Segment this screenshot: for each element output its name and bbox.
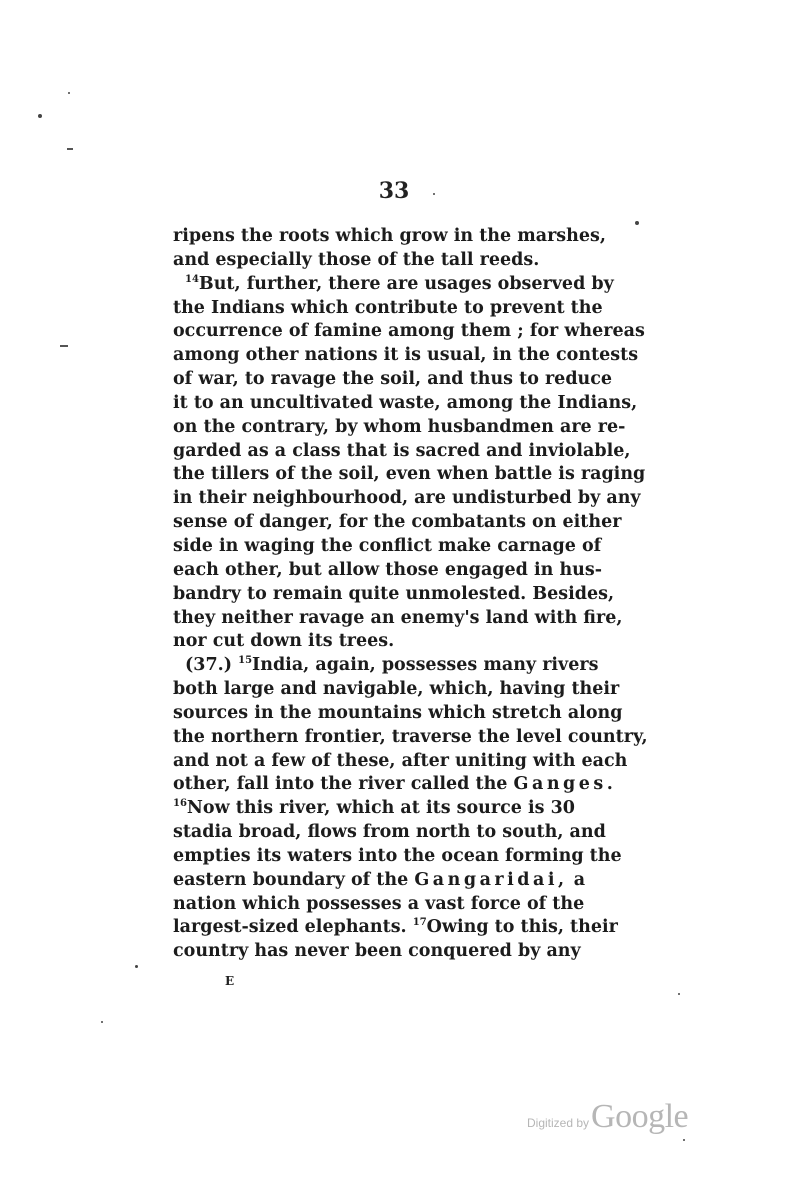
line-text: India, again, possesses many rivers	[252, 655, 599, 676]
footnote-marker: 15	[238, 655, 253, 667]
text-line	[173, 297, 603, 321]
line-text: stadia broad, flows from north to south, and	[173, 822, 606, 843]
line-text: of war, to ravage the soil, and thus to reduce	[173, 369, 613, 390]
line-text: side in waging the conflict make carnage of	[173, 535, 602, 556]
text-line	[173, 273, 614, 297]
text-line	[173, 440, 631, 464]
scan-speck	[635, 221, 639, 225]
text-line	[173, 487, 641, 511]
text-line	[173, 678, 620, 702]
text-line	[173, 821, 606, 845]
text-line	[173, 583, 615, 607]
footnote-marker: 14	[185, 273, 199, 285]
text-line	[173, 630, 575, 654]
text-line	[173, 225, 606, 249]
text-line	[173, 869, 586, 893]
text-line	[173, 726, 648, 750]
text-line	[173, 320, 645, 344]
line-text: and especially those of the tall reeds.	[173, 249, 540, 270]
text-line	[173, 535, 602, 559]
watermark-small-text: Digitized by	[527, 1116, 590, 1130]
line-text-end: a	[573, 869, 586, 890]
text-line	[173, 750, 628, 774]
text-line	[173, 344, 639, 368]
line-text: ripens the roots which grow in the marshes,	[173, 226, 606, 246]
text-line	[173, 916, 618, 940]
footnote-marker: 16	[173, 798, 187, 810]
scan-speck	[101, 1021, 103, 1023]
text-line	[173, 249, 575, 273]
scan-speck	[135, 965, 138, 968]
text-line	[173, 368, 613, 392]
paragraph-number: (37.)	[185, 655, 233, 676]
line-text: bandry to remain quite unmolested. Besides,	[173, 583, 615, 604]
text-line	[173, 392, 638, 416]
line-text: nation which possesses a vast force of the	[173, 893, 585, 914]
scan-speck	[678, 993, 680, 995]
scan-speck	[67, 148, 73, 150]
line-text: sense of danger, for the combatants on either	[173, 512, 622, 533]
line-text: empties its waters into the ocean forming the	[173, 845, 622, 866]
line-text: country has never been conquered by any	[173, 941, 581, 962]
spaced-proper-noun: Ganges.	[513, 774, 617, 795]
page-number: 33	[378, 178, 410, 204]
text-line	[173, 893, 585, 917]
text-line	[173, 463, 646, 487]
line-text: the tillers of the soil, even when battle is raging	[173, 464, 646, 485]
line-text: both large and navigable, which, having their	[173, 679, 620, 700]
line-text: the northern frontier, traverse the level country,	[173, 726, 648, 747]
line-text: they neither ravage an enemy's land with fire,	[173, 607, 623, 628]
spaced-proper-noun: Gangaridai,	[414, 869, 568, 890]
text-line	[173, 797, 575, 821]
text-line	[173, 559, 603, 583]
scan-speck	[38, 114, 42, 118]
line-text: occurrence of famine among them ; for whereas	[173, 321, 645, 342]
line-text: and not a few of these, after uniting with each	[173, 750, 628, 771]
line-text: eastern boundary of the	[173, 869, 409, 890]
text-line	[173, 607, 623, 631]
line-text: But, further, there are usages observed by	[198, 273, 614, 294]
text-line	[173, 654, 599, 678]
line-text: each other, but allow those engaged in hus-	[173, 559, 603, 580]
line-text: on the contrary, by whom husbandmen are re-	[173, 416, 626, 437]
line-text: garded as a class that is sacred and inviolable,	[173, 440, 631, 461]
line-text: the Indians which contribute to prevent the	[173, 297, 603, 318]
scan-speck	[60, 345, 68, 347]
line-text: in their neighbourhood, are undisturbed by any	[173, 488, 641, 509]
text-line	[173, 845, 622, 869]
line-text: Now this river, which at its source is 30	[186, 798, 575, 819]
line-text: largest-sized elephants.	[173, 917, 407, 938]
body-text	[173, 225, 648, 964]
text-line	[173, 702, 623, 726]
scan-speck	[68, 92, 70, 94]
footnote-marker: 17	[412, 917, 427, 929]
text-line	[173, 773, 617, 797]
line-text: it to an uncultivated waste, among the Indians,	[173, 392, 638, 413]
text-line	[173, 416, 626, 440]
digitized-by-google-watermark	[527, 1098, 688, 1136]
text-line	[173, 511, 622, 535]
google-logo: Google	[591, 1098, 689, 1135]
line-text: among other nations it is usual, in the contests	[173, 345, 639, 366]
scan-speck	[433, 193, 435, 195]
line-text: sources in the mountains which stretch along	[173, 702, 623, 723]
line-text-continued: Owing to this, their	[426, 917, 618, 938]
line-text: nor cut down its trees.	[173, 631, 395, 652]
scan-speck	[683, 1139, 685, 1141]
line-text: other, fall into the river called the	[173, 774, 508, 795]
signature-mark: E	[225, 974, 235, 988]
text-line	[173, 940, 581, 964]
